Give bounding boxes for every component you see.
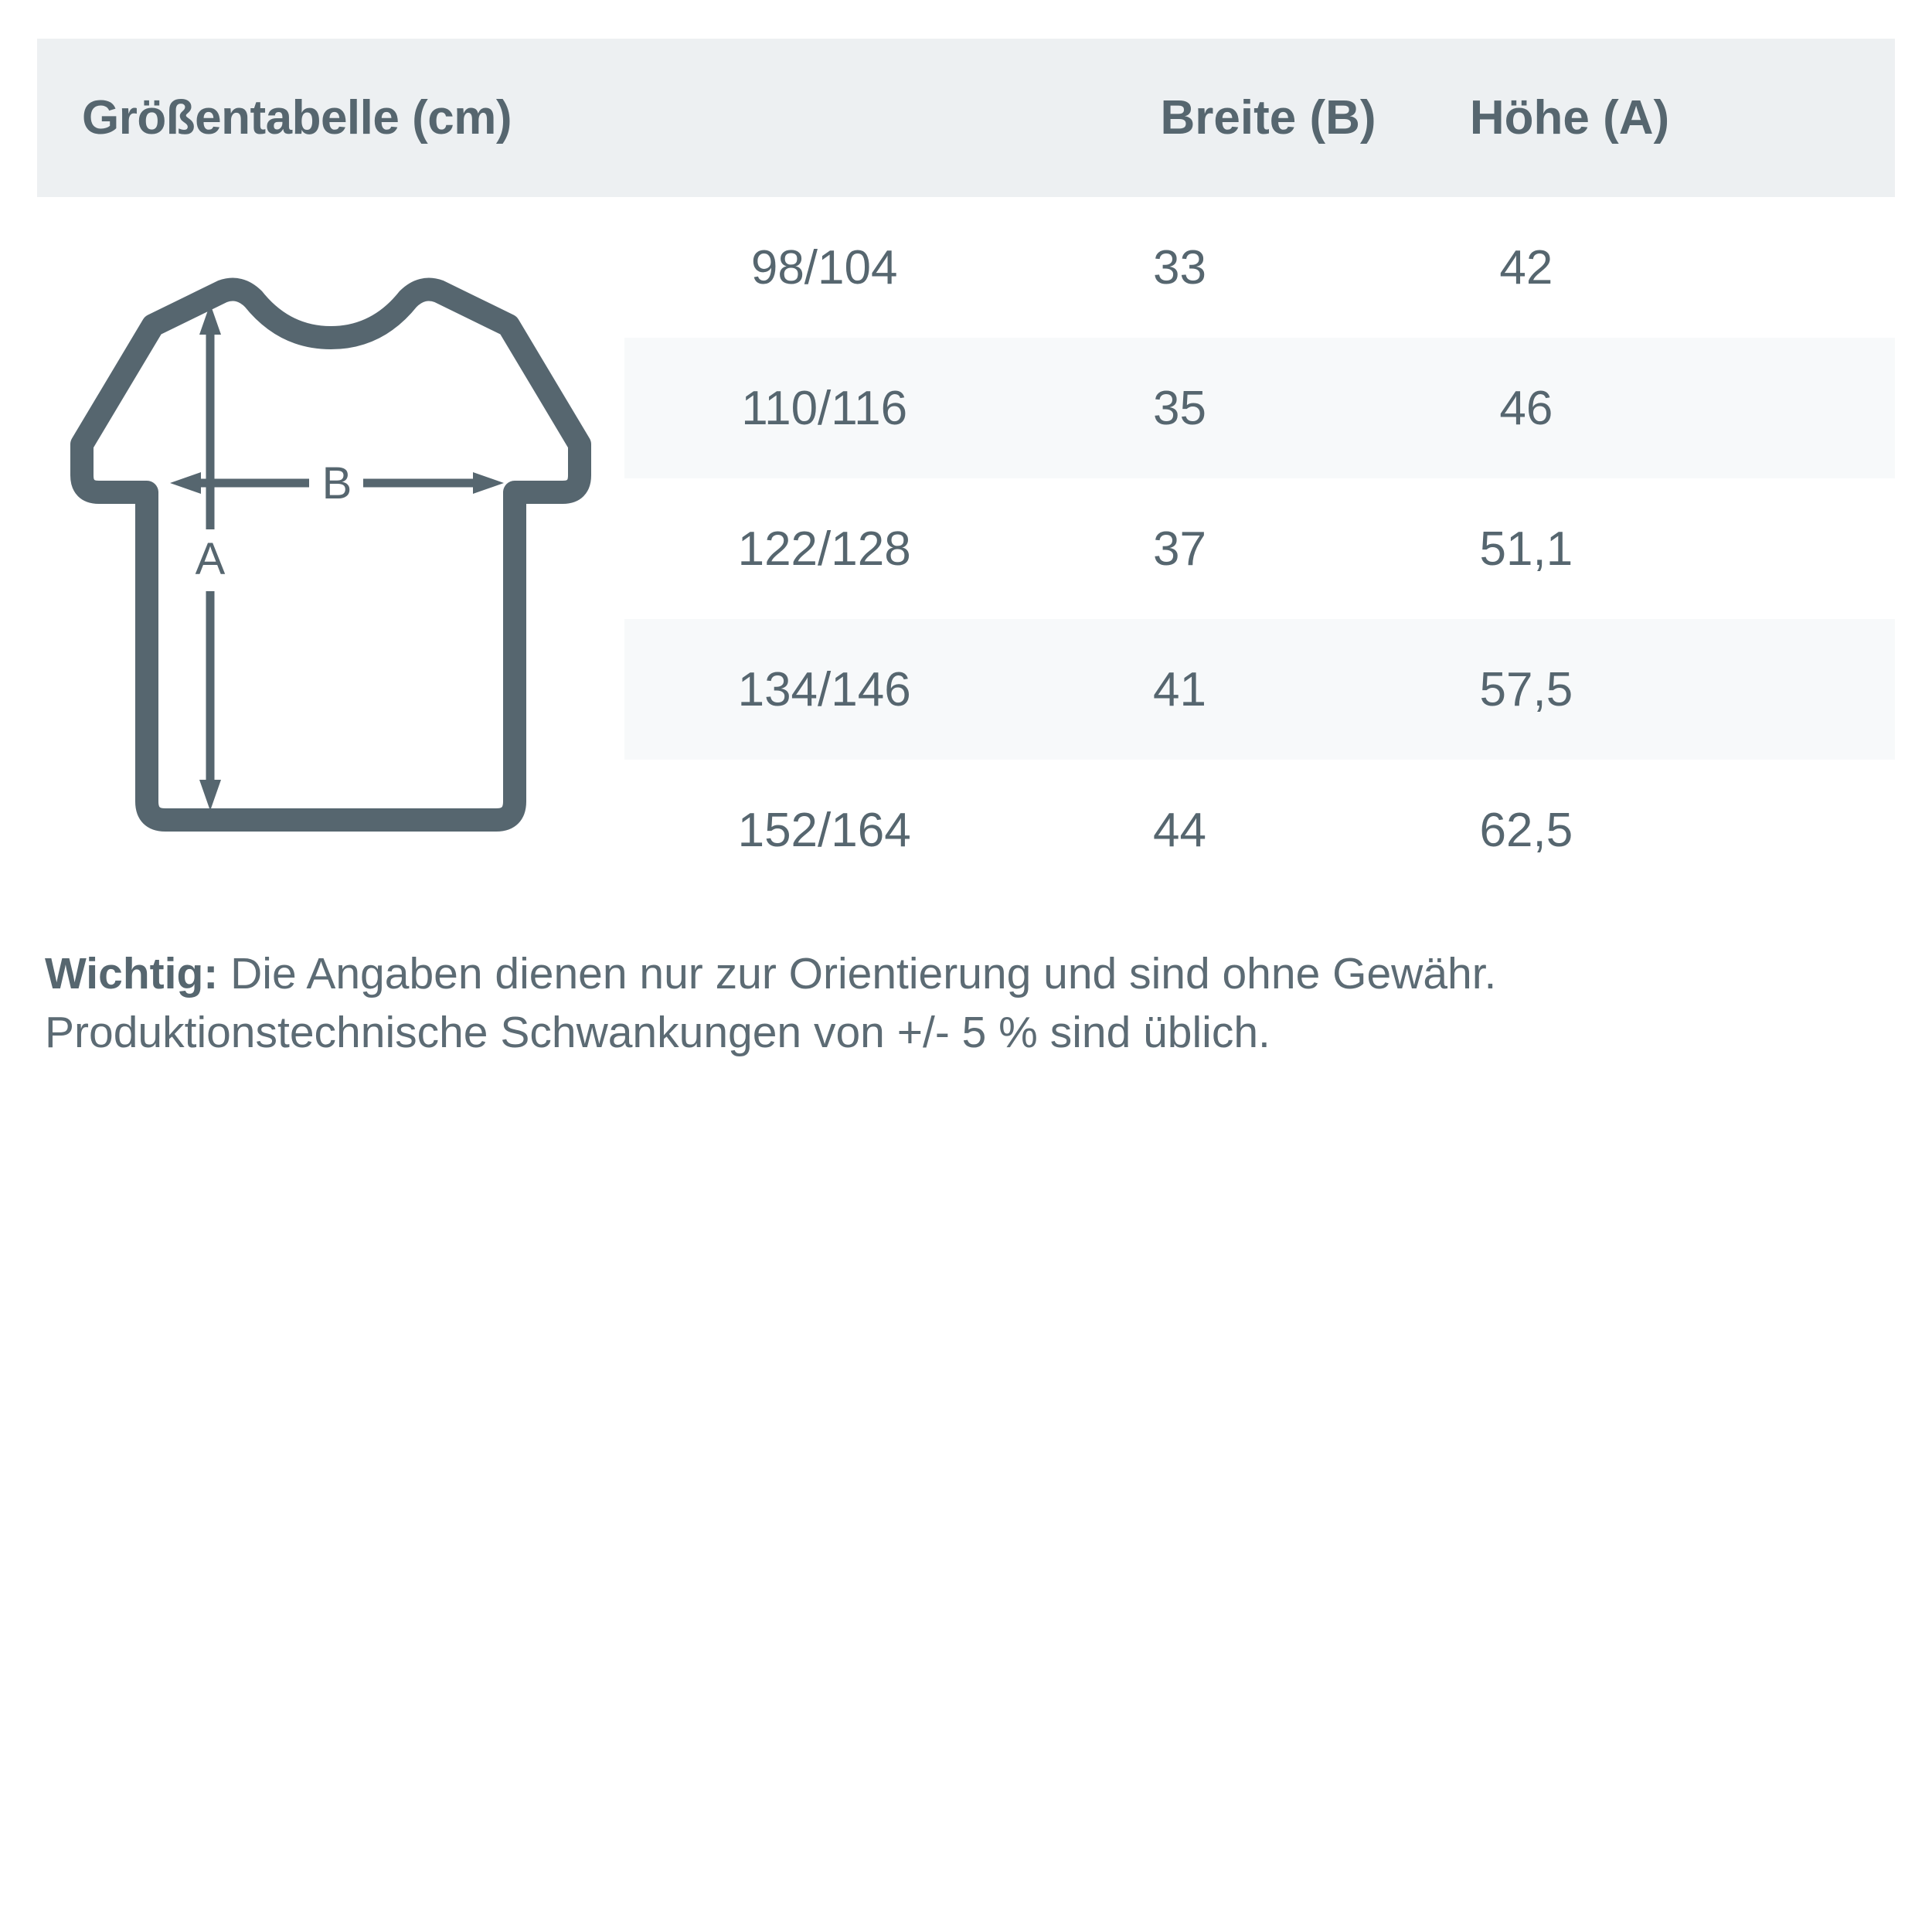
column-header-height: Höhe (A) xyxy=(1469,91,1670,145)
cell-spacer xyxy=(1717,197,1895,338)
cell-height: 62,5 xyxy=(1479,803,1573,857)
cell-size: 134/146 xyxy=(624,619,1024,760)
cell-width: 44 xyxy=(1153,803,1206,857)
table-row xyxy=(624,760,1895,900)
width-label: B xyxy=(321,458,352,509)
cell-spacer xyxy=(1717,478,1895,619)
disclaimer-note xyxy=(37,945,1845,1063)
cell-height: 42 xyxy=(1499,240,1553,294)
size-chart-header xyxy=(37,39,1895,197)
table-row xyxy=(624,478,1895,619)
column-header-width: Breite (B) xyxy=(1160,91,1376,145)
cell-spacer xyxy=(1717,619,1895,760)
page-title: Größentabelle (cm) xyxy=(82,91,512,145)
cell-height: 46 xyxy=(1335,338,1717,478)
cell-size: 98/104 xyxy=(750,240,898,294)
table-row xyxy=(624,619,1895,760)
cell-width: 37 xyxy=(1153,522,1206,576)
size-chart-body xyxy=(37,197,1895,900)
tshirt-icon xyxy=(37,251,624,869)
cell-width: 33 xyxy=(1153,240,1206,294)
table-row xyxy=(624,338,1895,478)
cell-size: 110/116 xyxy=(624,338,1024,478)
size-table xyxy=(624,197,1895,900)
cell-width: 41 xyxy=(1024,619,1335,760)
table-row xyxy=(624,197,1895,338)
cell-size: 122/128 xyxy=(737,522,911,576)
cell-width: 35 xyxy=(1024,338,1335,478)
cell-height: 51,1 xyxy=(1479,522,1573,576)
height-label: A xyxy=(195,534,226,584)
size-chart xyxy=(37,39,1895,1063)
cell-height: 57,5 xyxy=(1335,619,1717,760)
size-table-container xyxy=(624,197,1895,900)
cell-size: 152/164 xyxy=(737,803,911,857)
cell-spacer xyxy=(1717,338,1895,478)
disclaimer-emphasis: Wichtig: xyxy=(45,949,219,998)
tshirt-illustration xyxy=(37,197,624,869)
disclaimer-text: Die Angaben dienen nur zur Orientierung und sind ohne Gewähr. Produktionstechnische Schwankungen von +/- 5 % sind üblich. xyxy=(45,949,1497,1057)
cell-spacer xyxy=(1717,760,1895,900)
